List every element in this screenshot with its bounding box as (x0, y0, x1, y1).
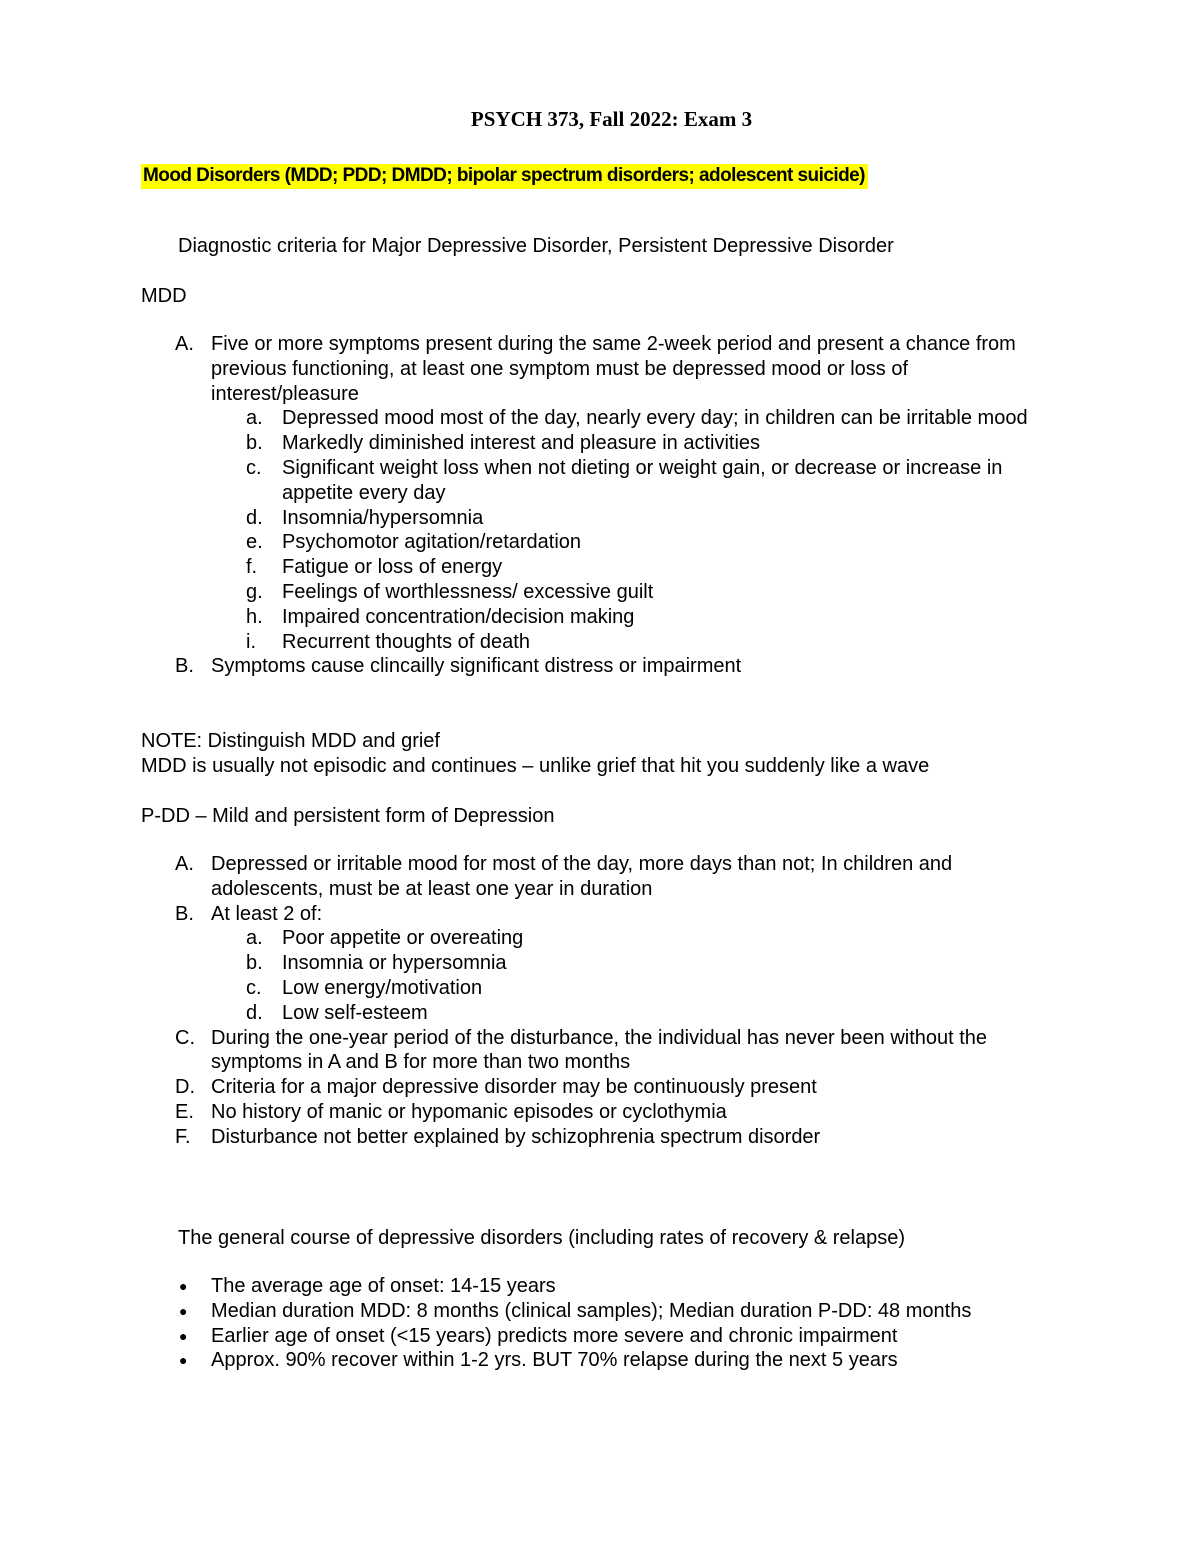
list-item-text: Median duration MDD: 8 months (clinical samples); Median duration P-DD: 48 months (211, 1299, 972, 1322)
list-marker: E. (175, 1100, 194, 1123)
list-item-text: Psychomotor agitation/retardation (282, 531, 582, 554)
list-item-text: Earlier age of onset (<15 years) predicts more severe and chronic impairment (211, 1324, 898, 1347)
list-item (246, 555, 1042, 580)
list-item-text: Depressed mood most of the day, nearly every day; in children can be irritable mood (282, 407, 1028, 430)
section-heading-highlighted: Mood Disorders (MDD; PDD; DMDD; bipolar spectrum disorders; adolescent suicide) (141, 164, 868, 189)
list-marker: c. (246, 976, 262, 999)
list-item (175, 1026, 1061, 1076)
list-item (175, 654, 1041, 679)
list-item (175, 902, 1061, 1026)
list-marker: i. (246, 630, 256, 653)
list-item-text: Significant weight loss when not dieting or weight gain, or decrease or increase in appetite every day (282, 456, 1003, 504)
list-item (246, 951, 1042, 976)
list-item-text: Five or more symptoms present during the same 2-week period and present a chance from previous functioning, at least one symptom must be depressed mood or loss of interest/pleasure (211, 333, 1016, 405)
list-item (246, 580, 1042, 605)
list-item-text: Impaired concentration/decision making (282, 605, 635, 628)
list-item-text: Insomnia/hypersomnia (282, 506, 484, 529)
list-item-text: Feelings of worthlessness/ excessive guilt (282, 580, 654, 603)
list-item-text: Low energy/motivation (282, 976, 483, 999)
pdd-heading: P-DD – Mild and persistent form of Depression (141, 805, 555, 827)
list-item (246, 506, 1042, 531)
list-item-text: Disturbance not better explained by schizophrenia spectrum disorder (211, 1125, 821, 1148)
list-marker: F. (175, 1125, 191, 1148)
list-item-text: Insomnia or hypersomnia (282, 952, 507, 975)
list-item (246, 530, 1042, 555)
list-item (246, 605, 1042, 630)
list-item-text: At least 2 of: (211, 902, 323, 925)
list-marker: g. (246, 580, 263, 603)
list-item-text: During the one-year period of the disturbance, the individual has never been without the symptoms in A and B for more than two months (211, 1026, 988, 1074)
list-item (175, 1075, 1061, 1100)
list-item-text: Symptoms cause clincailly significant distress or impairment (211, 655, 742, 678)
list-item (175, 1100, 1061, 1125)
list-item-text: The average age of onset: 14-15 years (211, 1275, 556, 1297)
list-item-text: Criteria for a major depressive disorder may be continuously present (211, 1076, 817, 1099)
list-marker: B. (175, 902, 194, 925)
list-marker: A. (175, 333, 194, 355)
list-item-text: Poor appetite or overeating (282, 927, 524, 950)
list-item (246, 1001, 1042, 1026)
list-marker: d. (246, 506, 263, 529)
list-marker: b. (246, 432, 263, 455)
list-marker: D. (175, 1076, 195, 1099)
list-item (179, 1324, 1071, 1349)
list-item (246, 976, 1042, 1001)
list-marker: b. (246, 952, 263, 975)
list-marker: A. (175, 853, 194, 875)
list-item (175, 852, 1061, 902)
note-line: NOTE: Distinguish MDD and grief (141, 730, 440, 752)
note-line: MDD is usually not episodic and continues – unlike grief that hit you suddenly like a wave (141, 755, 930, 777)
pdd-criteria-list (175, 852, 1061, 1150)
list-item (246, 406, 1042, 431)
list-item-text: Depressed or irritable mood for most of the day, more days than not; In children and adolescents, must be at least one year in duration (211, 853, 953, 900)
topic-heading-diagnostic-criteria: Diagnostic criteria for Major Depressive Disorder, Persistent Depressive Disorder (178, 235, 894, 257)
list-marker: B. (175, 655, 194, 678)
bullet-icon: ● (179, 1352, 188, 1369)
list-marker: f. (246, 556, 258, 579)
mdd-symptom-list (246, 406, 1042, 654)
list-marker: a. (246, 927, 263, 950)
mdd-criteria-list (175, 332, 1041, 679)
list-item (246, 926, 1042, 951)
list-marker: a. (246, 407, 263, 430)
list-marker: e. (246, 531, 263, 554)
page-title: PSYCH 373, Fall 2022: Exam 3 (470, 107, 753, 131)
list-item-text: Markedly diminished interest and pleasure in activities (282, 432, 761, 455)
list-item-text: Low self-esteem (282, 1001, 428, 1024)
list-item (175, 1125, 1061, 1150)
list-marker: d. (246, 1001, 263, 1024)
bullet-icon: ● (179, 1278, 188, 1294)
topic-heading-course: The general course of depressive disorders (including rates of recovery & relapse) (178, 1227, 906, 1249)
list-item (246, 630, 1042, 655)
list-item-text: Approx. 90% recover within 1-2 yrs. BUT 70% relapse during the next 5 years (211, 1349, 898, 1372)
pdd-symptom-list (246, 926, 1042, 1025)
mdd-heading: MDD (141, 285, 187, 307)
list-marker: h. (246, 605, 263, 628)
list-item (246, 431, 1042, 456)
course-bullet-list (179, 1274, 1071, 1373)
list-item-text: Fatigue or loss of energy (282, 556, 503, 579)
list-item (175, 332, 1041, 654)
list-item-text: No history of manic or hypomanic episodes or cyclothymia (211, 1100, 727, 1123)
list-item (246, 456, 1042, 506)
list-item (179, 1348, 1071, 1373)
list-item (179, 1299, 1071, 1324)
list-marker: C. (175, 1026, 195, 1049)
bullet-icon: ● (179, 1302, 188, 1319)
list-item (179, 1274, 1071, 1299)
list-item-text: Recurrent thoughts of death (282, 630, 530, 653)
bullet-icon: ● (179, 1327, 188, 1344)
list-marker: c. (246, 456, 262, 479)
